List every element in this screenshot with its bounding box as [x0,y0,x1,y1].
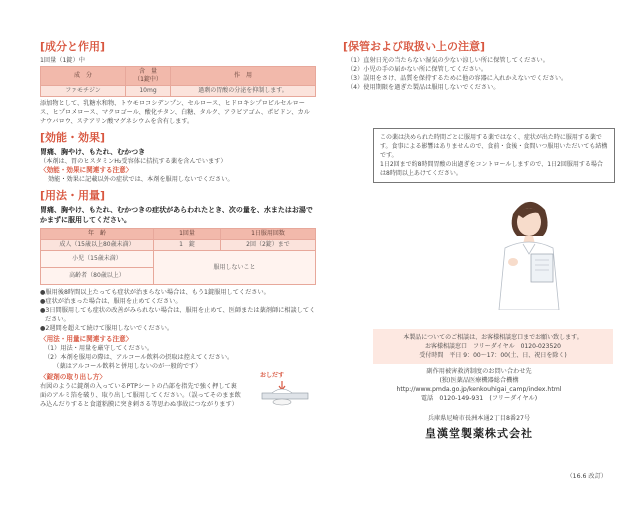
header-frequency: 1日服用回数 [221,229,316,240]
list-item: ●服用後8時間以上たっても症状が治まらない場合は、もう1錠服用してください。 [40,289,270,296]
push-label: おしだす [260,372,285,379]
cell-adult-age: 成人（15歳以上80歳未満） [41,240,154,251]
list-item: （1）直射日光の当たらない湿気の少ない涼しい所に保管してください。 [347,57,549,64]
ptp-illustration [252,371,316,411]
dosage-caution-title: 〈用法・用量に関連する注意〉 [40,335,133,343]
contact-line-1: 本製品についてのご相談は、お客様相談窓口までお願い致します。 [403,334,583,341]
dosage-bullets [40,288,316,333]
additives-text: 添加物として、乳糖水和物、トウモロコシデンプン、セルロース、ヒドロキシプロピルセルロース、ヒプロメロース、マクロゴール、酸化チタン、白糖、タルク、アラビアゴム、ポビドン、カルナウバロウ、ステアリン酸マグネシウムを含有します。 [40,100,310,125]
relief-line-2: (独)医薬品医療機器総合機構 [439,377,519,384]
efficacy-caution-title: 〈効能・効果に関連する注意〉 [40,166,133,174]
list-item: ●2週間を超えて続けて服用しないでください。 [40,325,174,332]
removal-title: 〈錠剤の取り出し方〉 [40,373,106,381]
efficacy-note: （本剤は、胃のヒスタミンH₂受容体に拮抗する薬を含んでいます） [40,158,227,165]
dosage-caution-item-1: （1）用法・用量を厳守してください。 [44,345,154,352]
advice-text-1: この薬は決められた時間ごとに服用する薬ではなく、症状が出た時に服用する薬です。食事による影響はありませんので、食前・食後・食間いつ服用いただいても結構です。 [380,134,608,159]
dosage-table [40,228,316,285]
table-row [41,86,316,97]
pharmacist-illustration-icon [483,192,573,310]
efficacy-heading: [効能・効果] [40,131,106,144]
relief-line-1: 副作用被害救済制度のお問い合わせ先 [426,368,532,375]
header-content: 含 量 （1錠中） [126,67,171,86]
dosage-caution-item-3: （薬はアルコール飲料と併用しないのが一般的です） [44,363,202,370]
cell-content: 10mg [126,86,171,97]
efficacy-main: 胃痛、胸やけ、もたれ、むかつき [40,148,146,156]
cell-child-age: 小児（15歳未満） [41,251,154,268]
contact-box [373,329,613,364]
dosage-caution-item-2: （2）本剤を服用の際は、アルコール飲料の摂取は控えてください。 [44,354,234,361]
advice-box [373,128,615,183]
cell-action: 過剰の胃酸の分泌を抑制します。 [171,86,316,97]
list-item: （3）誤用をさけ、品質を保持するために他の容器に入れかえないでください。 [347,75,568,82]
table-row [41,251,316,268]
header-ingredient: 成 分 [41,67,126,86]
contact-line-2: お客様相談窓口 フリーダイヤル 0120-023520 [425,343,561,350]
removal-section [40,373,316,409]
cell-adult-frequency: 2回（2錠）まで [221,240,316,251]
list-item: （2）小児の手の届かない所に保管してください。 [347,66,488,73]
revision-date: （16.6 改訂） [566,473,607,480]
storage-list [343,56,615,92]
ptp-sheet-icon [252,371,316,411]
header-age: 年 齢 [41,229,154,240]
contact-line-3: 受付時間 平日 9：00～17：00(土、日、祝日を除く) [419,352,567,359]
left-column [40,40,316,409]
table-row [41,240,316,251]
company-name: 皇漢堂製薬株式会社 [425,427,533,440]
relief-phone: 電話 0120-149-931 (フリーダイヤル) [420,395,538,402]
right-column [343,40,615,480]
cell-ingredient: ファモチジン [41,86,126,97]
storage-heading: [保管および取扱い上の注意] [343,40,486,53]
dosage-lead: 胃痛、胸やけ、もたれ、むかつきの症状があらわれたとき、次の量を、水またはお湯でかまずに服用してください。 [40,206,313,224]
table-header-row [41,229,316,240]
company-address: 兵庫県尼崎市長洲本通2丁目8番27号 [427,415,531,422]
removal-text: 右図のように錠剤の入っているPTPシートの凸部を指先で強く押して裏面のアルミ箔を破り、取り出して服用してください。（誤ってそのまま飲み込んだりすると食道粘膜に突き刺さる等思わぬ事故につながります） [40,383,241,408]
ingredients-table [40,66,316,97]
dose-note: 1回量（1錠）中 [40,57,85,64]
ingredients-heading: [成分と作用] [40,40,106,53]
relief-info [343,367,615,403]
table-header-row [41,67,316,86]
relief-url: http://www.pmda.go.jp/kenkouhigai_camp/index.html [396,386,562,393]
list-item: ●症状が治まった場合は、服用を止めてください。 [40,298,182,305]
cell-elderly-age: 高齢者（80歳以上） [41,268,154,285]
list-item: ●3日間服用しても症状の改善がみられない場合は、服用を止めて、医師または薬剤師に相談してください。 [40,307,316,323]
advice-text-2: 1日2回まで約8時間胃酸の出過ぎをコントロールしますので、1日2回服用する場合は8時間以上あけてください。 [380,161,603,177]
cell-adult-dose: 1 錠 [154,240,221,251]
list-item: （4）使用期限を過ぎた製品は服用しないでください。 [347,84,500,91]
efficacy-caution-text: 効能・効果に記載以外の症状では、本剤を服用しないでください。 [48,176,234,183]
header-action: 作 用 [171,67,316,86]
header-dose: 1回量 [154,229,221,240]
dosage-heading: [用法・用量] [40,189,106,202]
cell-no-use: 服用しないこと [154,251,316,285]
